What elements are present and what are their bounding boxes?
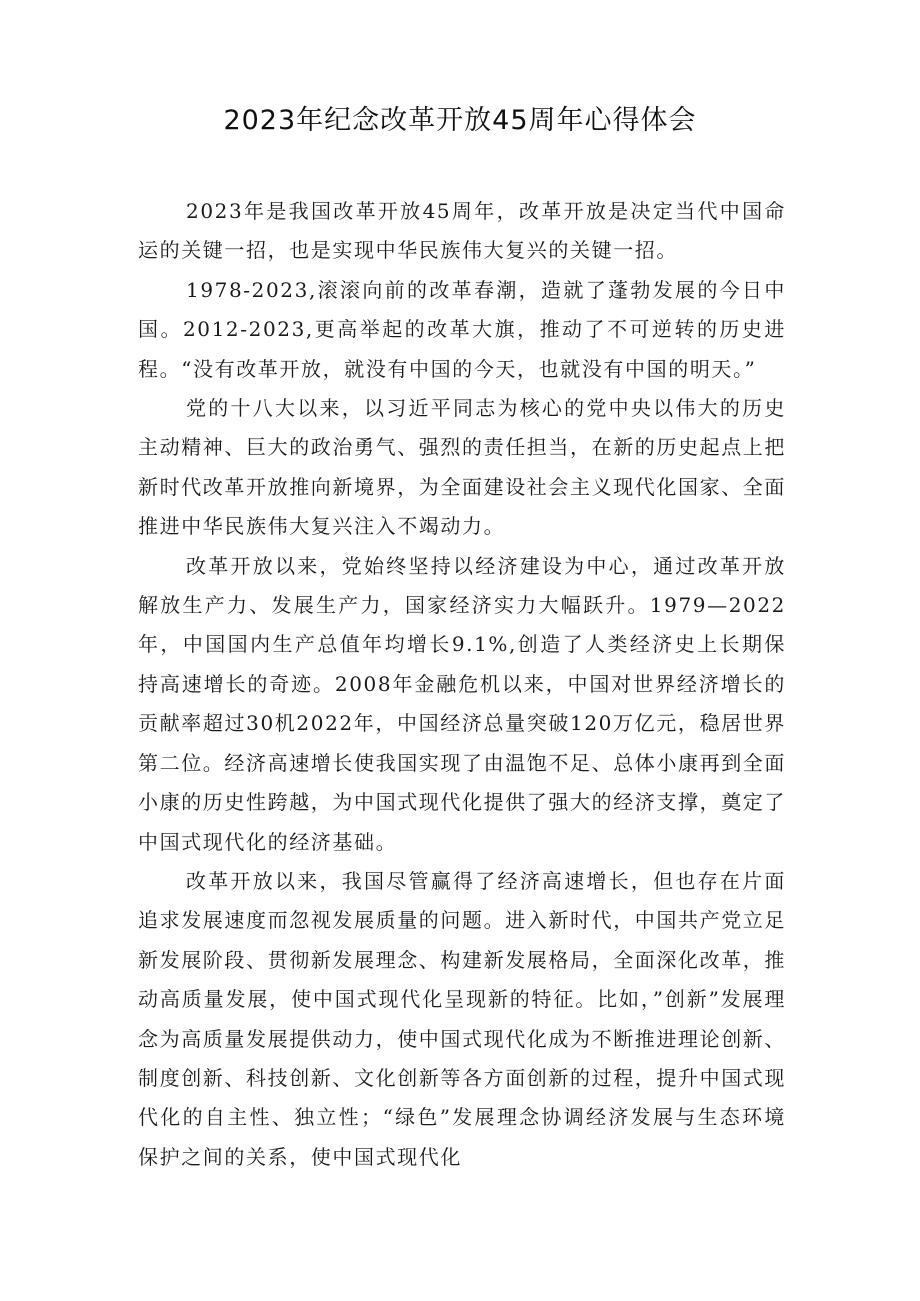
paragraph-1: 2023年是我国改革开放45周年，改革开放是决定当代中国命运的关键一招，也是实现中华民族伟大复兴的关键一招。 — [138, 199, 786, 263]
paragraph-3: 党的十八大以来，以习近平同志为核心的党中央以伟大的历史主动精神、巨大的政治勇气、强烈的责任担当，在新的历史起点上把新时代改革开放推向新境界，为全面建设社会主义现代化国家、全面推进中华民族伟大复兴注入不竭动力。 — [138, 396, 786, 539]
paragraph-4: 改革开放以来，党始终坚持以经济建设为中心，通过改革开放解放生产力、发展生产力，国家经济实力大幅跃升。1979—2022年，中国国内生产总值年均增长9.1%,创造了人类经济史上长期保持高速增长的奇迹。2008年金融危机以来，中国对世界经济增长的贡献率超过30机2022年，中国经济总量突破120万亿元，稳居世界第二位。经济高速增长使我国实现了由温饱不足、总体小康再到全面小康的历史性跨越，为中国式现代化提供了强大的经济支撑，奠定了中国式现代化的经济基础。 — [138, 553, 786, 854]
document-title: 2023年纪念改革开放45周年心得体会 — [223, 105, 697, 136]
paragraph-2: 1978-2023,滚滚向前的改革春潮，造就了蓬勃发展的今日中国。2012-2023,更高举起的改革大旗，推动了不可逆转的历史进程。“没有改革开放，就没有中国的今天，也就没有中国的明天。” — [138, 277, 786, 381]
document-body — [138, 192, 786, 1177]
paragraph-5: 改革开放以来，我国尽管赢得了经济高速增长，但也存在片面追求发展速度而忽视发展质量的问题。进入新时代，中国共产党立足新发展阶段、贯彻新发展理念、构建新发展格局，全面深化改革，推动高质量发展，使中国式现代化呈现新的特征。比如，”创新”发展理念为高质量发展提供动力，使中国式现代化成为不断推进理论创新、制度创新、科技创新、文化创新等各方面创新的过程，提升中国式现代化的自主性、独立性；“绿色”发展理念协调经济发展与生态环境保护之间的关系，使中国式现代化 — [138, 868, 786, 1169]
